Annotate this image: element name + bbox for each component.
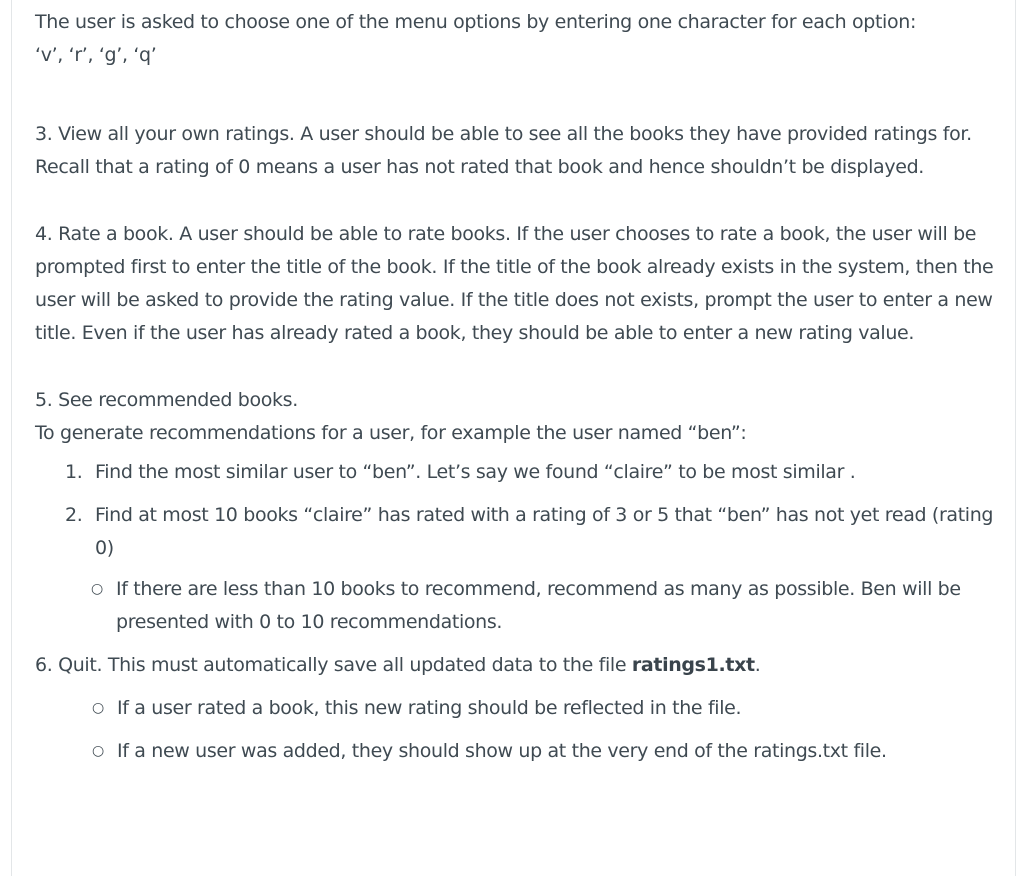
quit-bullet-text: If a user rated a book, this new rating should be reflected in the file.: [117, 697, 742, 719]
list-item: [92, 735, 1005, 768]
step-text: Find at most 10 books “claire” has rated with a rating of 3 or 5 that “ben” has not yet read (rating 0): [95, 504, 994, 559]
section-5-heading: 5. See recommended books.: [35, 389, 298, 411]
circle-bullet-icon: ○: [91, 581, 103, 597]
list-item: [65, 456, 1005, 489]
quit-prefix: 6. Quit. This must automatically save all updated data to the file: [35, 654, 632, 676]
intro-line-2: ‘v’, ‘r’, ‘g’, ‘q’: [35, 44, 157, 66]
quit-bullets: [35, 692, 1005, 768]
list-item: [92, 692, 1005, 725]
section-3-view-ratings: 3. View all your own ratings. A user should be able to see all the books they have provided ratings for. Recall that a rating of 0 means a user has not rated that book and hence shouldn’t be displayed.: [35, 123, 972, 178]
step-text: Find the most similar user to “ben”. Let’s say we found “claire” to be most similar .: [95, 461, 856, 483]
circle-bullet-icon: ○: [92, 743, 104, 759]
recommendation-substeps: [91, 573, 1005, 639]
list-item: [91, 573, 1005, 639]
step-number: 2.: [65, 504, 83, 526]
quit-filename: ratings1.txt: [631, 654, 755, 676]
quit-bullet-text: If a new user was added, they should show up at the very end of the ratings.txt file.: [117, 740, 887, 762]
list-item: [65, 499, 1005, 639]
circle-bullet-icon: ○: [92, 700, 104, 716]
section-4-rate-book: 4. Rate a book. A user should be able to rate books. If the user chooses to rate a book, the user will be prompted first to enter the title of the book. If the title of the book already exists in the system, then the user will be asked to provide the rating value. If the title does not exists, prompt the user to enter a new title. Even if the user has already rated a book, they should be able to enter a new rating value.: [35, 223, 994, 344]
assignment-text: [35, 6, 1005, 778]
intro-line-1: The user is asked to choose one of the menu options by entering one character for each option:: [35, 11, 916, 33]
intro-paragraph: [35, 6, 1005, 72]
section-5-lead: To generate recommendations for a user, for example the user named “ben”:: [35, 422, 747, 444]
quit-suffix: .: [754, 654, 761, 676]
section-6-quit: [35, 649, 1005, 682]
step-number: 1.: [65, 461, 83, 483]
recommendation-steps: [35, 456, 1005, 639]
substep-text: If there are less than 10 books to recommend, recommend as many as possible. Ben will be presented with 0 to 10 recommendations.: [116, 578, 961, 633]
